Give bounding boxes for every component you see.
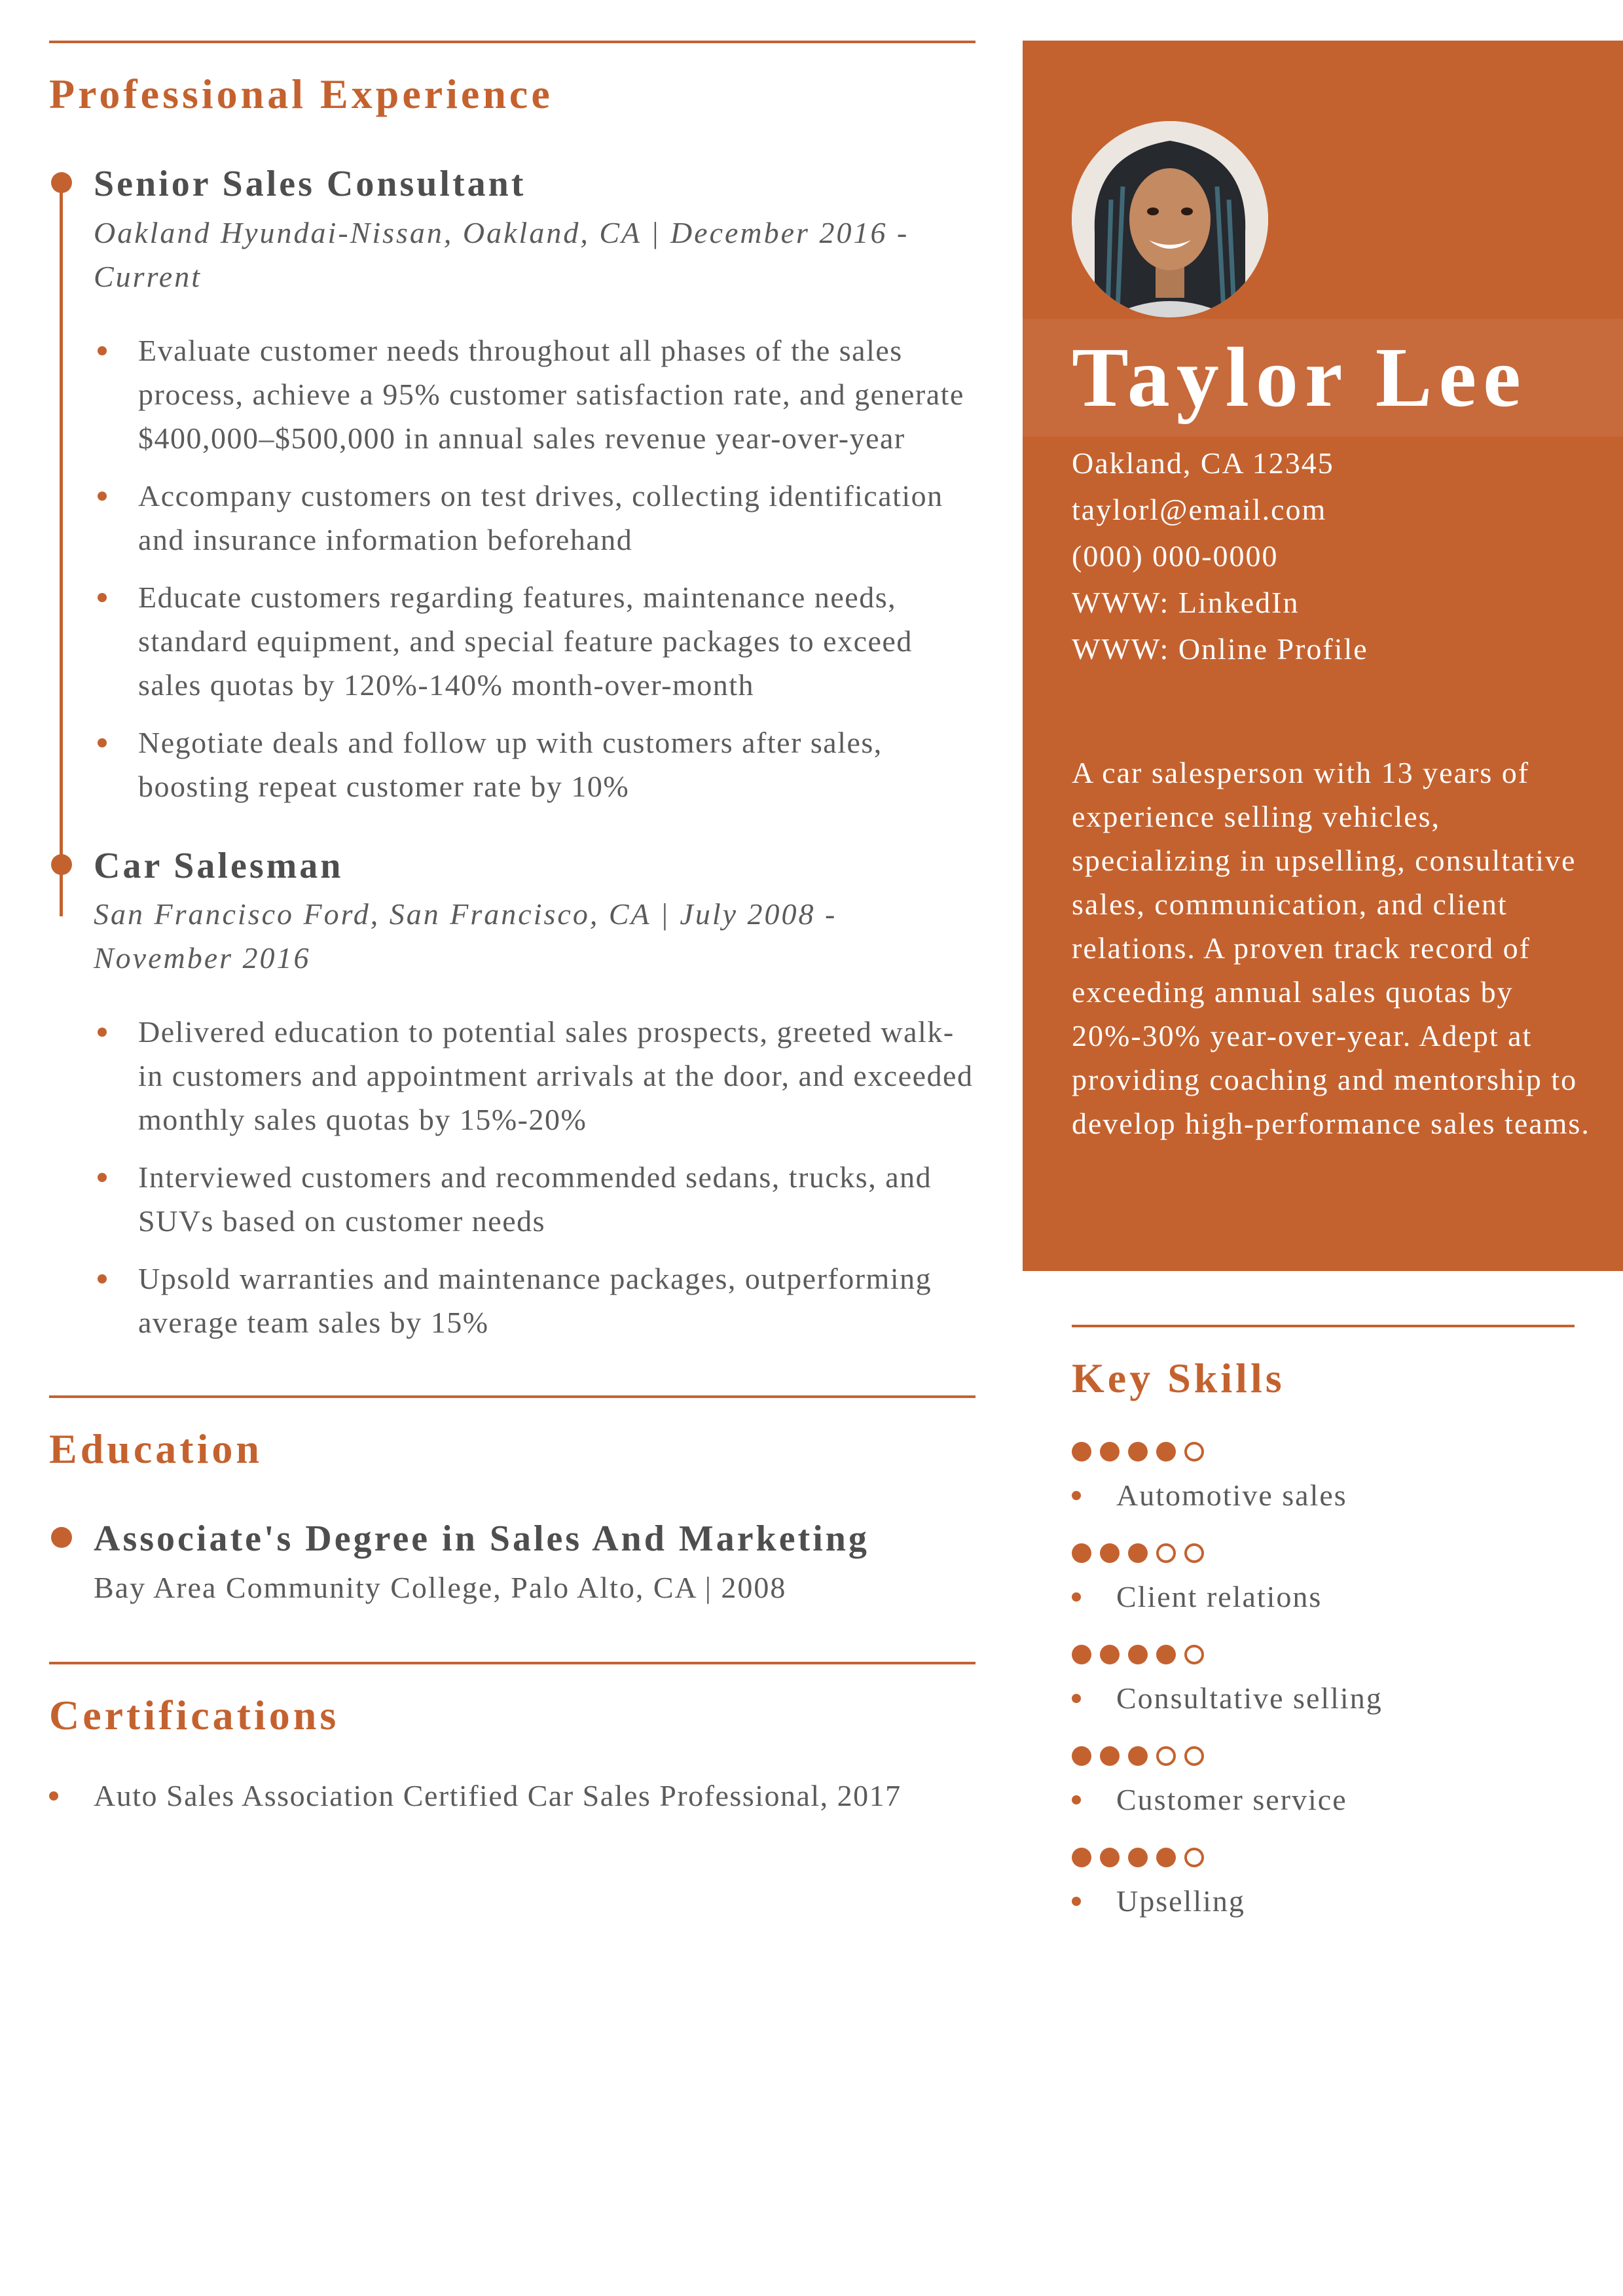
education-entry xyxy=(49,1515,976,1609)
skill-name: Automotive sales xyxy=(1072,1473,1575,1517)
skill-entry xyxy=(1072,1543,1575,1619)
skills-section xyxy=(1072,1325,1575,1923)
rating-dot-filled xyxy=(1072,1645,1091,1664)
online-profile-link[interactable]: WWW: Online Profile xyxy=(1072,632,1368,666)
skills-heading: Key Skills xyxy=(1072,1355,1285,1401)
certifications-heading: Certifications xyxy=(49,1691,340,1738)
rating-dot-filled xyxy=(1100,1848,1120,1867)
rating-dot-filled xyxy=(1072,1442,1091,1462)
experience-heading: Professional Experience xyxy=(49,71,553,117)
rating-dot-empty xyxy=(1156,1746,1176,1766)
location-text: Oakland, CA 12345 xyxy=(1072,446,1334,480)
job-title: Senior Sales Consultant xyxy=(94,163,526,204)
list-item: Upsold warranties and maintenance packages, outperforming average team sales by 15% xyxy=(94,1257,976,1344)
rating-dot-filled xyxy=(1100,1645,1120,1664)
skill-entry xyxy=(1072,1746,1575,1821)
job-employer: Oakland Hyundai-Nissan, Oakland, CA | December 2016 - Current xyxy=(94,215,909,293)
education-heading: Education xyxy=(49,1426,263,1473)
rating-dot-empty xyxy=(1184,1645,1204,1664)
rating-dot-filled xyxy=(1128,1543,1148,1563)
list-item: Accompany customers on test drives, collecting identification and insurance information beforehand xyxy=(94,474,976,562)
email-link[interactable]: taylorl@email.com xyxy=(1072,493,1327,526)
timeline-dot xyxy=(51,854,72,875)
skill-entry xyxy=(1072,1442,1575,1517)
phone-text: (000) 000-0000 xyxy=(1072,539,1279,573)
rating-dot-filled xyxy=(1072,1848,1091,1867)
experience-section xyxy=(49,41,976,1344)
list-item: Interviewed customers and recommended sedans, trucks, and SUVs based on customer needs xyxy=(94,1155,976,1243)
rating-dot-empty xyxy=(1184,1543,1204,1563)
skill-name: Customer service xyxy=(1072,1778,1575,1821)
skill-rating xyxy=(1072,1442,1575,1462)
list-item: Evaluate customer needs throughout all phases of the sales process, achieve a 95% customer satisfaction rate, and generate $400,000–$500,000 in annual sales revenue year-over-year xyxy=(94,329,976,460)
certifications-list xyxy=(49,1774,976,1818)
avatar-photo-icon xyxy=(1072,121,1268,317)
rating-dot-filled xyxy=(1156,1442,1176,1462)
education-section xyxy=(49,1395,976,1609)
job-timeline xyxy=(49,160,976,1345)
rating-dot-filled xyxy=(1072,1746,1091,1766)
rating-dot-filled xyxy=(1128,1746,1148,1766)
rating-dot-filled xyxy=(1072,1543,1091,1563)
profile-panel xyxy=(1023,41,1623,1271)
job-entry xyxy=(49,842,976,1345)
degree-title: Associate's Degree in Sales And Marketing xyxy=(94,1518,869,1560)
job-bullets xyxy=(94,329,976,808)
list-item: Delivered education to potential sales prospects, greeted walk-in customers and appointment arrivals at the door, and exceeded monthly sales quotas by 15%-20% xyxy=(94,1010,976,1141)
skill-rating xyxy=(1072,1543,1575,1563)
left-column xyxy=(49,41,976,1818)
contact-info xyxy=(1072,440,1368,672)
timeline-dot xyxy=(51,172,72,193)
rating-dot-empty xyxy=(1184,1746,1204,1766)
rating-dot-filled xyxy=(1100,1746,1120,1766)
skill-name: Upselling xyxy=(1072,1879,1575,1923)
list-item: Auto Sales Association Certified Car Sales Professional, 2017 xyxy=(49,1774,976,1818)
skill-rating xyxy=(1072,1746,1575,1766)
rating-dot-filled xyxy=(1128,1442,1148,1462)
rating-dot-filled xyxy=(1100,1442,1120,1462)
skill-name: Client relations xyxy=(1072,1575,1575,1619)
job-title: Car Salesman xyxy=(94,845,344,886)
skill-rating xyxy=(1072,1645,1575,1664)
skill-name: Consultative selling xyxy=(1072,1676,1575,1720)
rating-dot-filled xyxy=(1100,1543,1120,1563)
avatar xyxy=(1072,121,1268,317)
job-employer: San Francisco Ford, San Francisco, CA | July 2008 - November 2016 xyxy=(94,897,837,975)
rating-dot-empty xyxy=(1156,1543,1176,1563)
rating-dot-filled xyxy=(1128,1645,1148,1664)
timeline-dot xyxy=(51,1527,72,1548)
rating-dot-empty xyxy=(1184,1442,1204,1462)
school-info: Bay Area Community College, Palo Alto, CA | 2008 xyxy=(94,1570,787,1604)
skill-entry xyxy=(1072,1848,1575,1923)
rating-dot-filled xyxy=(1156,1848,1176,1867)
certifications-section xyxy=(49,1662,976,1818)
rating-dot-empty xyxy=(1184,1848,1204,1867)
list-item: Negotiate deals and follow up with customers after sales, boosting repeat customer rate by 10% xyxy=(94,721,976,808)
linkedin-link[interactable]: WWW: LinkedIn xyxy=(1072,586,1300,619)
rating-dot-filled xyxy=(1156,1645,1176,1664)
skill-entry xyxy=(1072,1645,1575,1720)
list-item: Educate customers regarding features, maintenance needs, standard equipment, and special feature packages to exceed sales quotas by 120%-140% month-over-month xyxy=(94,575,976,707)
summary-text: A car salesperson with 13 years of experience selling vehicles, specializing in upselling, consultative sales, communication, and client relations. A proven track record of exceeding annual sales quotas by 20%-30% year-over-year. Adept at providing coaching and mentorship to develop high-performance sales teams. xyxy=(1072,756,1590,1140)
rating-dot-filled xyxy=(1128,1848,1148,1867)
job-bullets xyxy=(94,1010,976,1344)
skill-rating xyxy=(1072,1848,1575,1867)
candidate-name: Taylor Lee xyxy=(1072,331,1527,425)
job-entry xyxy=(49,160,976,808)
